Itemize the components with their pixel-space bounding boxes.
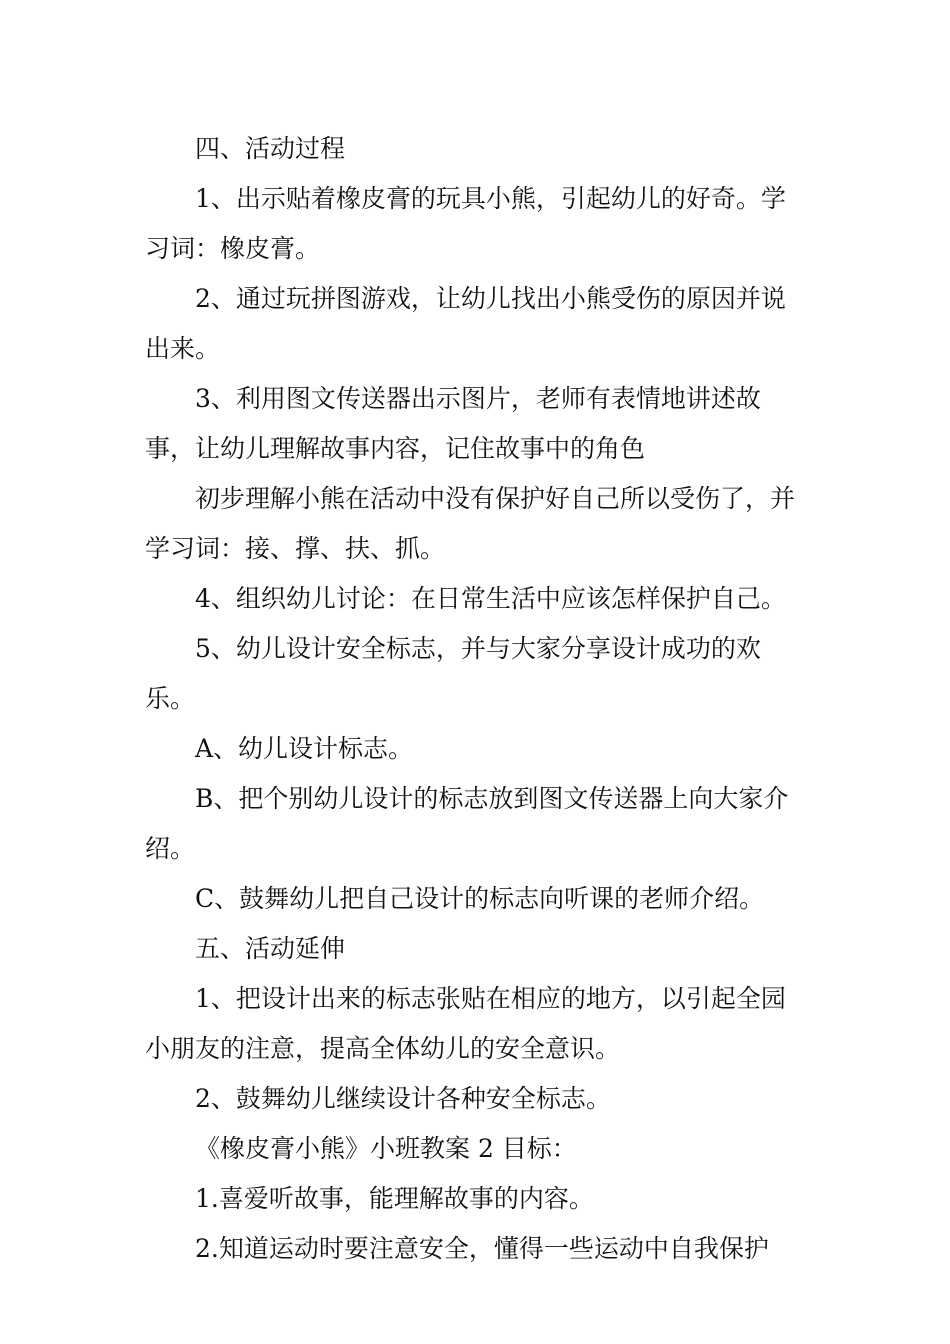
paragraph-step-5-c: C、鼓舞幼儿把自己设计的标志向听课的老师介绍。 — [195, 884, 765, 913]
paragraph-extension-2: 2、鼓舞幼儿继续设计各种安全标志。 — [195, 1084, 611, 1113]
document-body — [145, 124, 810, 1274]
paragraph-step-5-a: A、幼儿设计标志。 — [195, 734, 414, 763]
paragraph-step-2: 2、通过玩拼图游戏，让幼儿找出小熊受伤的原因并说出来。 — [145, 284, 786, 363]
paragraph-step-3: 3、利用图文传送器出示图片，老师有表情地讲述故事，让幼儿理解故事内容，记住故事中的角色 — [145, 384, 761, 463]
section-heading-activity-extension: 五、活动延伸 — [195, 934, 346, 963]
paragraph-step-4: 4、组织幼儿讨论：在日常生活中应该怎样保护自己。 — [195, 584, 786, 613]
paragraph-step-3-detail: 初步理解小熊在活动中没有保护好自己所以受伤了，并学习词：接、撑、扶、抓。 — [145, 484, 796, 563]
paragraph-step-5-b: B、把个别幼儿设计的标志放到图文传送器上向大家介绍。 — [145, 784, 789, 863]
goal-2: 2.知道运动时要注意安全，懂得一些运动中自我保护 — [195, 1234, 769, 1263]
paragraph-extension-1: 1、把设计出来的标志张贴在相应的地方，以引起全园小朋友的注意，提高全体幼儿的安全意识。 — [145, 984, 786, 1063]
lesson-plan-2-title: 《橡皮膏小熊》小班教案 2 目标： — [195, 1134, 577, 1163]
goal-1: 1.喜爱听故事，能理解故事的内容。 — [195, 1184, 594, 1213]
paragraph-step-1: 1、出示贴着橡皮膏的玩具小熊，引起幼儿的好奇。学习词：橡皮膏。 — [145, 184, 786, 263]
section-heading-activity-process: 四、活动过程 — [195, 134, 346, 163]
paragraph-step-5: 5、幼儿设计安全标志，并与大家分享设计成功的欢乐。 — [145, 634, 761, 713]
